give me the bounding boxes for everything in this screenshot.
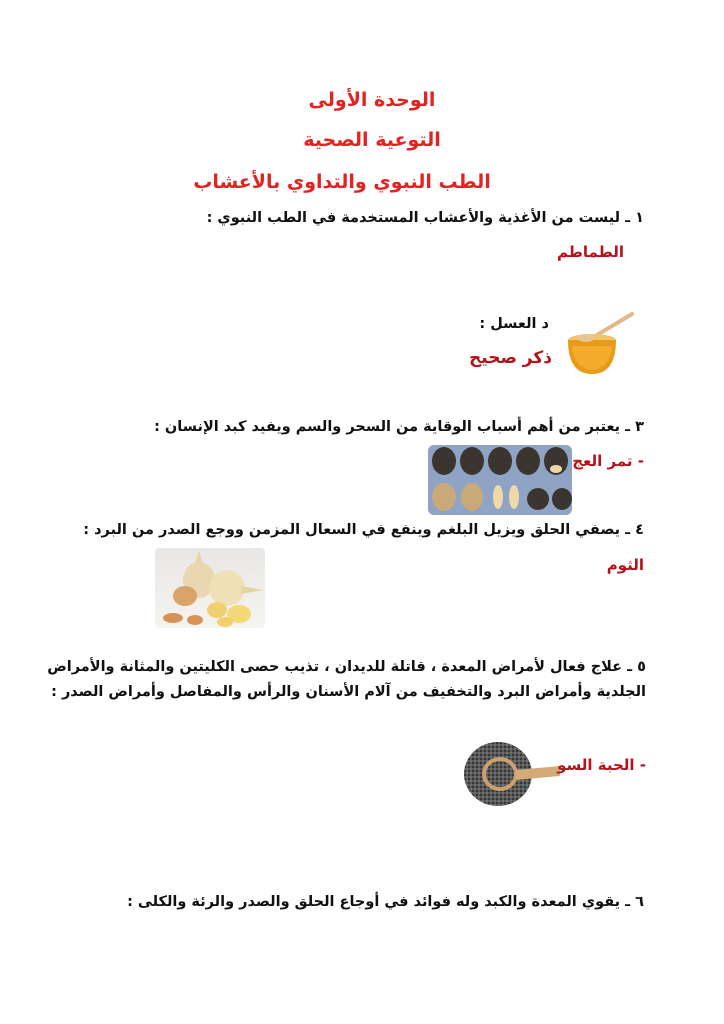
question-1: ١ ـ ليست من الأغذية والأعشاب المستخدمة في الطب النبوي :: [206, 210, 644, 226]
answer-2: ذكر صحيح: [469, 348, 552, 368]
question-3: ٣ ـ يعتبر من أهم أسباب الوقاية من السحر والسم ويفيد كبد الإنسان :: [154, 419, 644, 435]
garlic-image: [155, 548, 265, 628]
honey-jar-image: [562, 310, 636, 380]
answer-5: - الحبة السو: [557, 756, 646, 774]
ajwa-dates-image: [428, 445, 572, 515]
black-seed-image: [460, 738, 570, 808]
question-6: ٦ ـ يقوي المعدة والكبد وله فوائد في أوجاع الحلق والصدر والرئة والكلى :: [127, 894, 644, 910]
answer-3: - تمر العج: [572, 452, 644, 470]
answer-4: الثوم: [606, 556, 644, 574]
lesson-title: الطب النبوي والتداوي بالأعشاب: [193, 171, 491, 193]
question-5-line-2: الجلدية وأمراض البرد والتخفيف من آلام الأسنان والرأس والمفاصل وأمراض الصدر :: [51, 684, 646, 700]
question-5-line-1: ٥ ـ علاج فعال لأمراض المعدة ، قاتلة للديدان ، تذيب حصى الكليتين والمثانة والأمراض: [47, 659, 646, 675]
question-4: ٤ ـ يصفي الحلق ويزيل البلغم وينفع في السعال المزمن ووجع الصدر من البرد :: [83, 522, 644, 538]
answer-1: الطماطم: [557, 243, 624, 261]
unit-title: الوحدة الأولى: [308, 89, 436, 111]
subject-title: التوعية الصحية: [303, 129, 441, 151]
question-2: د العسل :: [479, 316, 549, 332]
